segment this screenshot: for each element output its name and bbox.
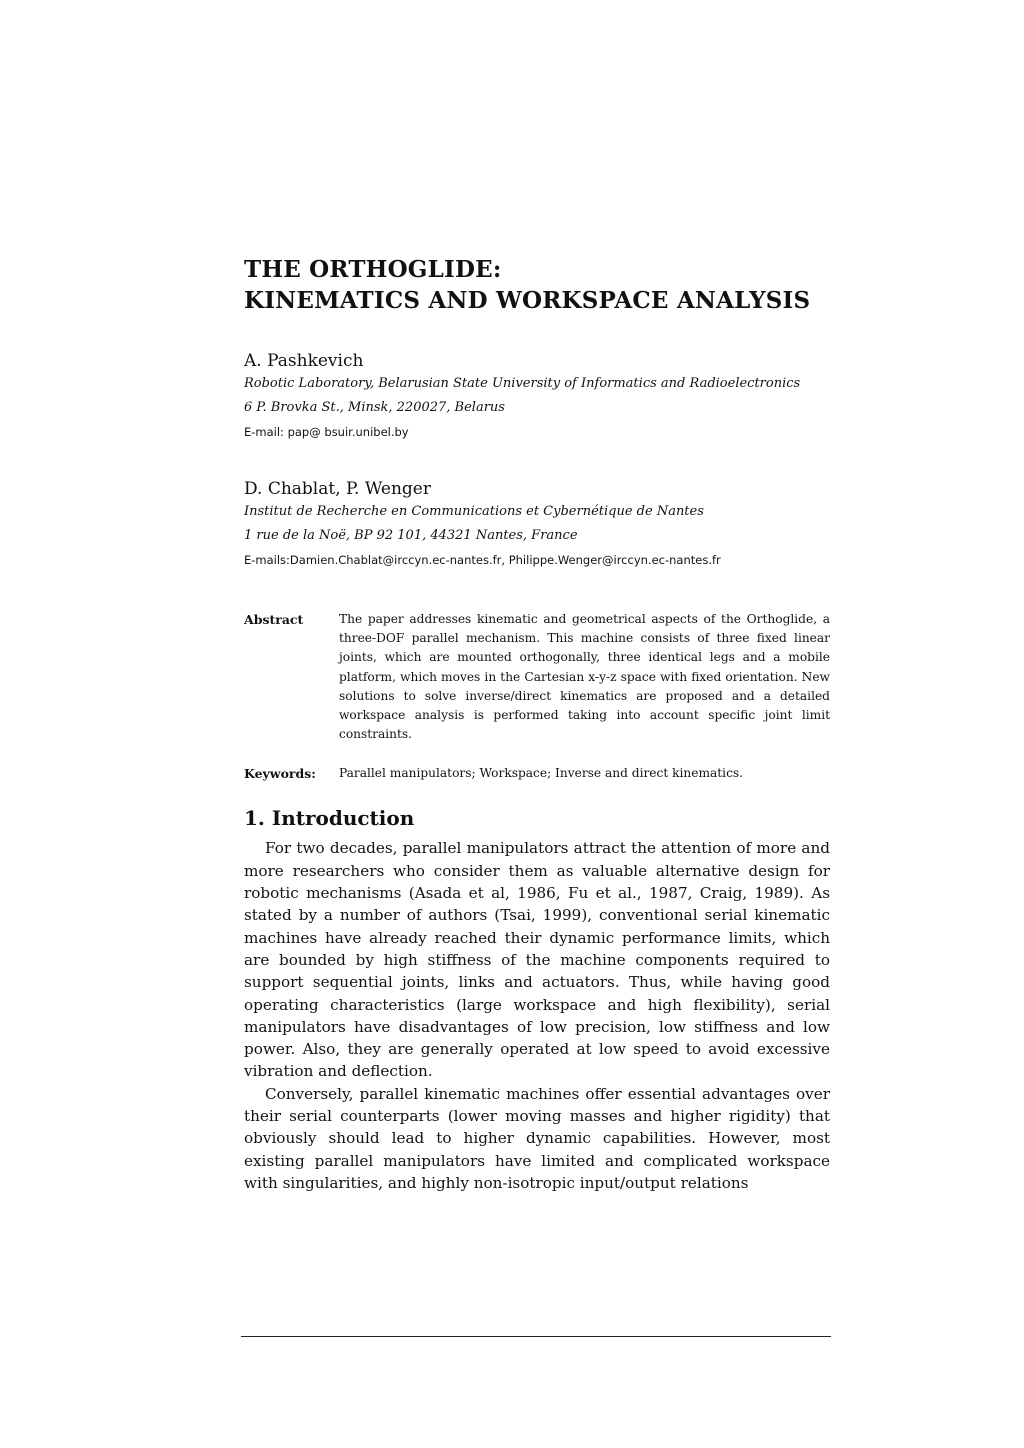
author-email: E-mails:Damien.Chablat@irccyn.ec-nantes.fr, Philippe.Wenger@irccyn.ec-nantes.fr <box>244 553 721 567</box>
section-heading: 1. Introduction <box>244 806 415 831</box>
abstract-section <box>244 610 830 744</box>
keywords-label: Keywords: <box>244 766 316 782</box>
keywords-text: Parallel manipulators; Workspace; Inverse and direct kinematics. <box>339 766 744 781</box>
author-affiliation: Institut de Recherche en Communications et Cybernétique de Nantes <box>244 504 704 519</box>
keywords-section <box>244 764 830 783</box>
author-block-2 <box>244 478 830 572</box>
author-name: D. Chablat, P. Wenger <box>244 479 431 499</box>
author-affiliation: Robotic Laboratory, Belarusian State University of Informatics and Radioelectronics <box>244 376 801 391</box>
author-address: 1 rue de la Noë, BP 92 101, 44321 Nantes, France <box>244 528 578 543</box>
abstract-text: The paper addresses kinematic and geometrical aspects of the Orthoglide, a three-DOF parallel mechanism. This machine consists of three fixed linear joints, which are mounted orthogonally, three identical legs and a mobile platform, which moves in the Cartesian x-y-z space with fixed orientation. New solutions to solve inverse/direct kinematics are proposed and a detailed workspace analysis is performed taking into account specific joint limit constraints. <box>339 612 830 742</box>
author-block-1 <box>244 350 830 444</box>
title-line-1: THE ORTHOGLIDE: <box>244 256 502 283</box>
author-address: 6 P. Brovka St., Minsk, 220027, Belarus <box>244 400 505 415</box>
footer-rule <box>241 1336 831 1337</box>
author-name: A. Pashkevich <box>244 351 364 371</box>
page-content <box>244 254 830 1194</box>
title-line-2: KINEMATICS AND WORKSPACE ANALYSIS <box>244 287 811 314</box>
abstract-label: Abstract <box>244 612 304 627</box>
author-email: E-mail: pap@ bsuir.unibel.by <box>244 425 409 439</box>
paper-title <box>244 254 830 316</box>
body-paragraph-2: Conversely, parallel kinematic machines offer essential advantages over their serial counterparts (lower moving masses and higher rigidity) that obviously should lead to higher dynamic capabilities. However, most existing parallel manipulators have limited and complicated workspace with singularities, and highly non-isotropic input/output relations <box>244 1084 830 1192</box>
body-paragraph-1: For two decades, parallel manipulators attract the attention of more and more researchers who consider them as valuable alternative design for robotic mechanisms (Asada et al, 1986, Fu et al., 1987, Craig, 1989). As stated by a number of authors (Tsai, 1999), conventional serial kinematic machines have already reached their dynamic performance limits, which are bounded by high stiffness of the machine components required to support sequential joints, links and actuators. Thus, while having good operating characteristics (large workspace and high flexibility), serial manipulators have disadvantages of low precision, low stiffness and low power. Also, they are generally operated at low speed to avoid excessive vibration and deflection. <box>244 839 830 1081</box>
